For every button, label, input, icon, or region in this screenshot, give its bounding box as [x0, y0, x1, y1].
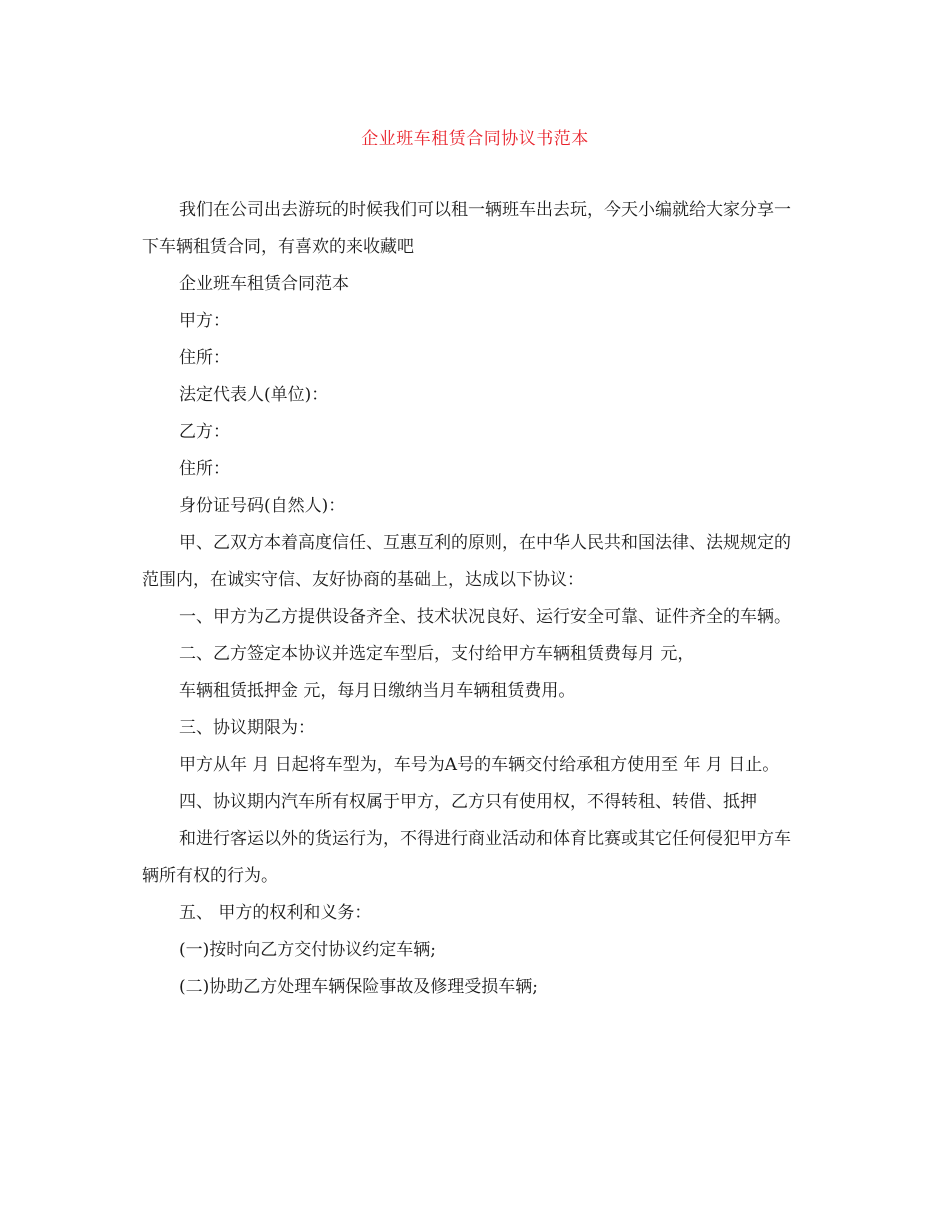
clause-4-continued: 和进行客运以外的货运行为，不得进行商业活动和体育比赛或其它任何侵犯甲方车辆所有权的行为。 [142, 829, 791, 886]
legal-representative-label: 法定代表人(单位)： [179, 385, 329, 405]
clause-1: 一、甲方为乙方提供设备齐全、技术状况良好、运行安全可靠、证件齐全的车辆。 [179, 607, 791, 627]
contract-subtitle: 企业班车租赁合同范本 [179, 274, 349, 294]
preamble-paragraph: 甲、乙双方本着高度信任、互惠互利的原则，在中华人民共和国法律、法规规定的范围内，在诚实守信、友好协商的基础上，达成以下协议： [142, 533, 791, 590]
id-number-label: 身份证号码(自然人)： [179, 496, 346, 516]
party-b-address-label: 住所： [179, 459, 230, 479]
clause-4: 四、协议期内汽车所有权属于甲方，乙方只有使用权，不得转租、转借、抵押 [179, 792, 757, 812]
party-b-label: 乙方： [179, 422, 230, 442]
clause-5-item-1: (一)按时向乙方交付协议约定车辆; [179, 940, 436, 960]
intro-paragraph: 我们在公司出去游玩的时候我们可以租一辆班车出去玩，今天小编就给大家分享一下车辆租赁合同，有喜欢的来收藏吧 [142, 200, 791, 257]
document-title: 企业班车租赁合同协议书范本 [361, 129, 589, 149]
party-a-label: 甲方： [179, 311, 230, 331]
clause-3: 三、协议期限为： [179, 718, 315, 738]
clause-2-continued: 车辆租赁抵押金 元，每月日缴纳当月车辆租赁费用。 [179, 681, 576, 701]
document-body [142, 192, 807, 1006]
clause-2: 二、乙方签定本协议并选定车型后，支付给甲方车辆租赁费每月 元， [179, 644, 695, 664]
clause-5: 五、 甲方的权利和义务： [179, 903, 372, 923]
party-a-address-label: 住所： [179, 348, 230, 368]
clause-3-term: 甲方从年 月 日起将车型为，车号为A号的车辆交付给承租方使用至 年 月 日止。 [179, 755, 780, 775]
clause-5-item-2: (二)协助乙方处理车辆保险事故及修理受损车辆; [179, 977, 538, 997]
